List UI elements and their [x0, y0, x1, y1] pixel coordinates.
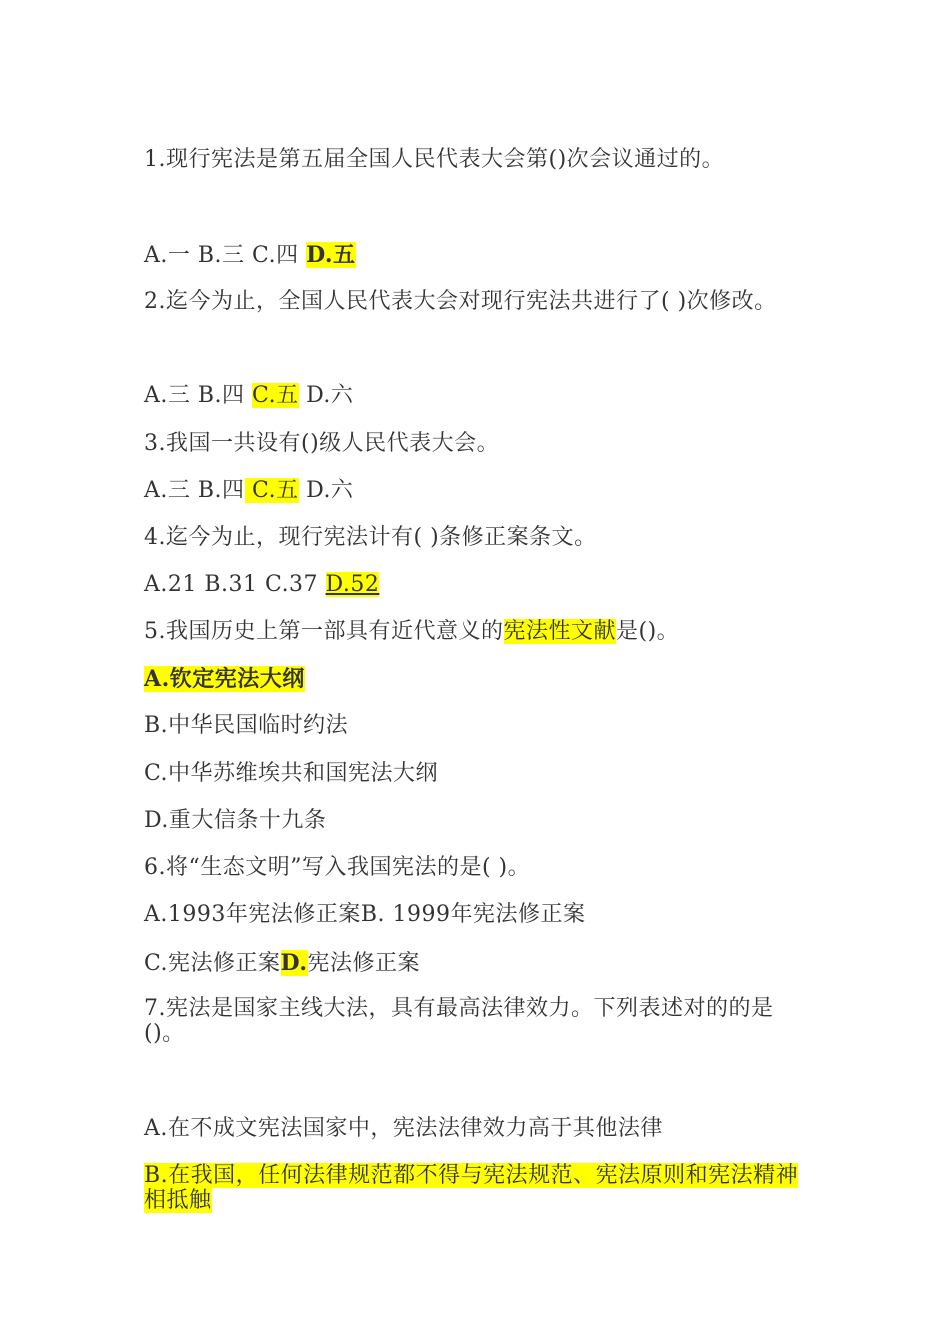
question-text: 5.我国历史上第一部具有近代意义的	[144, 619, 504, 644]
question-2: 2.迄今为止，全国人民代表大会对现行宪法共进行了( )次修改。	[144, 289, 777, 314]
highlighted-answer: D.五	[306, 242, 356, 268]
question-6-options-cd	[144, 949, 420, 978]
options-text: A.21 B.31 C.37	[144, 572, 326, 597]
question-6: 6.将“生态文明”写入我国宪法的是( )。	[144, 855, 531, 880]
question-5-option-d: D.重大信条十九条	[144, 808, 327, 833]
question-4: 4.迄今为止，现行宪法计有( )条修正案条文。	[144, 525, 597, 550]
question-5-option-a	[144, 665, 305, 694]
options-text: 宪法修正案	[307, 951, 421, 976]
options-text: D.六	[298, 478, 354, 503]
question-6-options-ab: A.1993年宪法修正案B. 1999年宪法修正案	[144, 902, 586, 927]
question-4-options	[144, 571, 379, 599]
question-1: 1.现行宪法是第五届全国人民代表大会第()次会议通过的。	[144, 147, 725, 172]
highlighted-answer: C.五	[252, 383, 299, 408]
highlighted-answer: D.	[280, 950, 308, 976]
question-2-options	[144, 382, 353, 410]
question-1-options	[144, 241, 356, 270]
highlighted-answer: B.在我国，任何法律规范都不得与宪法规范、宪法原则和宪法精神相抵触	[144, 1163, 799, 1213]
highlighted-answer: A.钦定宪法大纲	[144, 666, 305, 692]
options-text: D.六	[298, 383, 354, 408]
question-5-option-c: C.中华苏维埃共和国宪法大纲	[144, 761, 439, 786]
options-text: A.三 B.四	[144, 383, 253, 408]
options-text: C.宪法修正案	[144, 951, 281, 976]
highlighted-answer: D.52	[325, 572, 380, 597]
question-text: 是()。	[616, 619, 680, 644]
question-3: 3.我国一共设有()级人民代表大会。	[144, 431, 500, 456]
question-3-options	[144, 477, 353, 505]
options-text: A.三 B.四	[144, 478, 245, 503]
question-5-option-b: B.中华民国临时约法	[144, 713, 349, 738]
options-text: A.一 B.三 C.四	[144, 243, 307, 268]
highlighted-term: 宪法性文献	[503, 619, 617, 644]
question-5	[144, 618, 679, 646]
highlighted-answer: C.五	[244, 478, 299, 503]
question-7-option-b	[144, 1163, 804, 1213]
question-7-option-a: A.在不成文宪法国家中，宪法法律效力高于其他法律	[144, 1116, 663, 1141]
question-7: 7.宪法是国家主线大法，具有最高法律效力。下列表述对的的是()。	[144, 996, 774, 1046]
